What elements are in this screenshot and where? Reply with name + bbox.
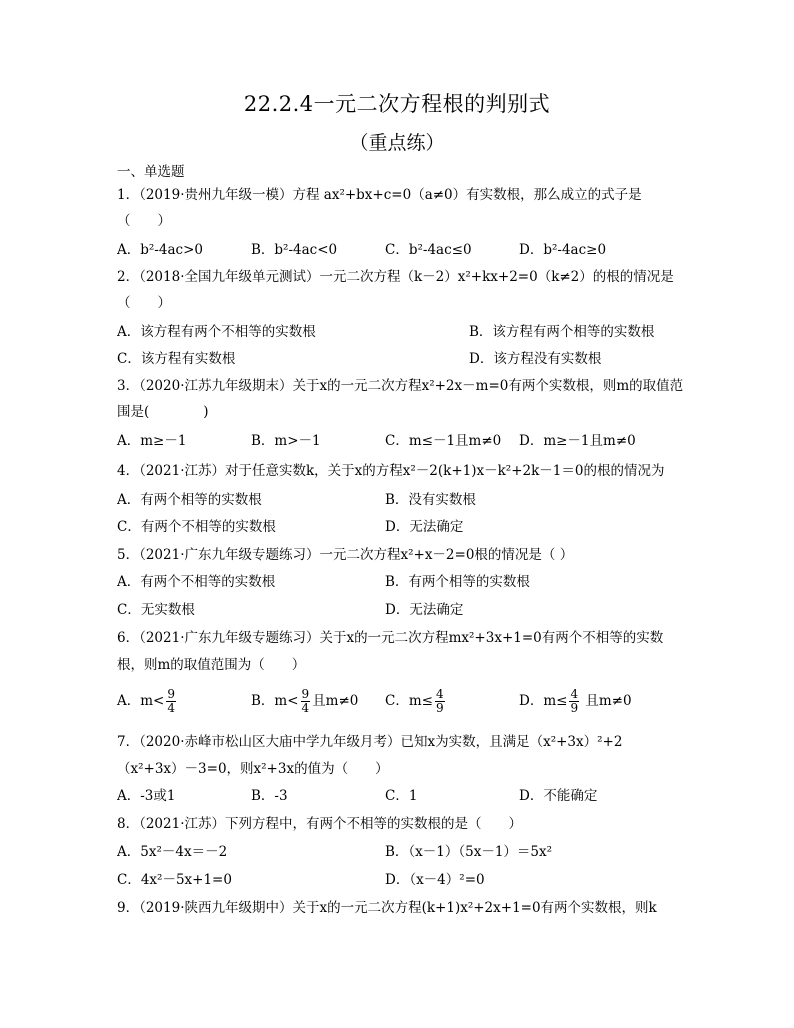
question-7-stem-cont: （x²+3x）－3=0，则x²+3x的值为（ ） <box>117 761 389 777</box>
question-1-stem: 1．（2019·贵州九年级一模）方程 ax²+bx+c=0（a≠0）有实数根，那么成立的式子是 <box>117 187 642 203</box>
question-3-option-c: C．m≤－1且m≠0 <box>385 433 502 449</box>
question-5-option-a: A．有两个不相等的实数根 <box>117 574 276 590</box>
question-1-option-b: B．b²-4ac<0 <box>251 242 338 258</box>
page-title: 22.2.4一元二次方程根的判别式 <box>243 92 551 116</box>
question-1-option-c: C．b²-4ac≤0 <box>385 242 472 258</box>
question-5-option-c: C．无实数根 <box>117 602 195 618</box>
fraction-numerator: 9 <box>301 687 310 701</box>
question-5-option-b: B．有两个相等的实数根 <box>385 574 530 590</box>
question-6-stem: 6．（2021·广东九年级专题练习）关于x的一元二次方程mx²+3x+1=0有两个不相等的实数 <box>117 630 664 646</box>
fraction-denominator: 9 <box>435 701 444 715</box>
question-7-option-a: A．-3或1 <box>117 788 176 804</box>
fraction <box>435 688 445 715</box>
option-a-prefix: A．m< <box>117 693 165 709</box>
option-c-prefix: C．m≤ <box>385 693 433 709</box>
fraction-denominator: 4 <box>301 701 310 715</box>
fraction <box>166 688 176 715</box>
question-4-option-a: A．有两个相等的实数根 <box>117 492 262 508</box>
question-7-option-d: D．不能确定 <box>519 788 598 804</box>
fraction-numerator: 9 <box>167 687 176 701</box>
question-6-option-d <box>519 688 632 715</box>
fraction-numerator: 4 <box>570 687 579 701</box>
question-2-option-b: B．该方程有两个相等的实数根 <box>469 324 655 340</box>
question-2-option-d: D．该方程没有实数根 <box>469 351 602 367</box>
question-7-option-b: B．-3 <box>251 788 288 804</box>
question-9-stem: 9．（2019·陕西九年级期中）关于x的一元二次方程(k+1)x²+2x+1=0有两个实数根，则k <box>117 900 657 916</box>
question-8-option-d: D．（x－4）²=0 <box>385 872 485 888</box>
question-1-blank: （ ） <box>117 213 171 229</box>
question-2-option-a: A．该方程有两个不相等的实数根 <box>117 324 316 340</box>
question-8-option-b: B．（x－1）（5x－1）＝5x² <box>385 844 553 860</box>
fraction-denominator: 4 <box>167 701 176 715</box>
fraction-numerator: 4 <box>435 687 444 701</box>
question-8-stem: 8．（2021·江苏）下列方程中，有两个不相等的实数根的是（ ） <box>117 816 522 832</box>
question-4-stem: 4．（2021·江苏）对于任意实数k，关于x的方程x²－2(k+1)x－k²+2k－1＝0的根的情况为 <box>117 463 665 479</box>
question-8-option-c: C．4x²－5x+1=0 <box>117 872 232 888</box>
question-4-option-b: B．没有实数根 <box>385 492 476 508</box>
question-3-blank: 围是( ) <box>117 404 209 420</box>
question-6-option-a <box>117 688 178 715</box>
question-3-option-b: B．m>－1 <box>251 433 321 449</box>
question-3-stem: 3．（2020·江苏九年级期末）关于x的一元二次方程x²+2x－m=0有两个实数根，则m的取值范 <box>117 378 684 394</box>
page-subtitle: （重点练） <box>349 132 445 154</box>
question-2-option-c: C．该方程有实数根 <box>117 351 236 367</box>
section-heading: 一、单选题 <box>117 164 185 180</box>
fraction <box>301 688 311 715</box>
question-6-stem-cont: 根，则m的取值范围为（ ） <box>117 657 306 673</box>
question-5-option-d: D．无法确定 <box>385 602 464 618</box>
option-d-suffix: 且m≠0 <box>581 693 632 709</box>
fraction-denominator: 9 <box>570 701 579 715</box>
question-6-option-c <box>385 688 447 715</box>
question-8-option-a: A．5x²－4x＝－2 <box>117 844 228 860</box>
question-2-stem: 2．（2018·全国九年级单元测试）一元二次方程（k－2）x²+kx+2=0（k≠2）的根的情况是 <box>117 269 674 285</box>
fraction <box>569 688 579 715</box>
question-2-blank: （ ） <box>117 295 171 311</box>
question-6-option-b <box>251 688 358 715</box>
question-1-option-a: A．b²-4ac>0 <box>117 242 203 258</box>
question-4-option-d: D．无法确定 <box>385 519 464 535</box>
question-1-option-d: D．b²-4ac≥0 <box>519 242 607 258</box>
option-b-suffix: 且m≠0 <box>312 693 359 709</box>
question-5-stem: 5．（2021·广东九年级专题练习）一元二次方程x²+x－2=0根的情况是（ ） <box>117 547 574 563</box>
option-b-prefix: B．m< <box>251 693 299 709</box>
option-d-prefix: D．m≤ <box>519 693 568 709</box>
question-7-stem: 7．（2020·赤峰市松山区大庙中学九年级月考）已知x为实数，且满足（x²+3x）²+2 <box>117 734 623 750</box>
question-3-option-a: A．m≥－1 <box>117 433 187 449</box>
question-3-option-d: D．m≥－1且m≠0 <box>519 433 636 449</box>
question-4-option-c: C．有两个不相等的实数根 <box>117 519 276 535</box>
question-7-option-c: C．1 <box>385 788 418 804</box>
